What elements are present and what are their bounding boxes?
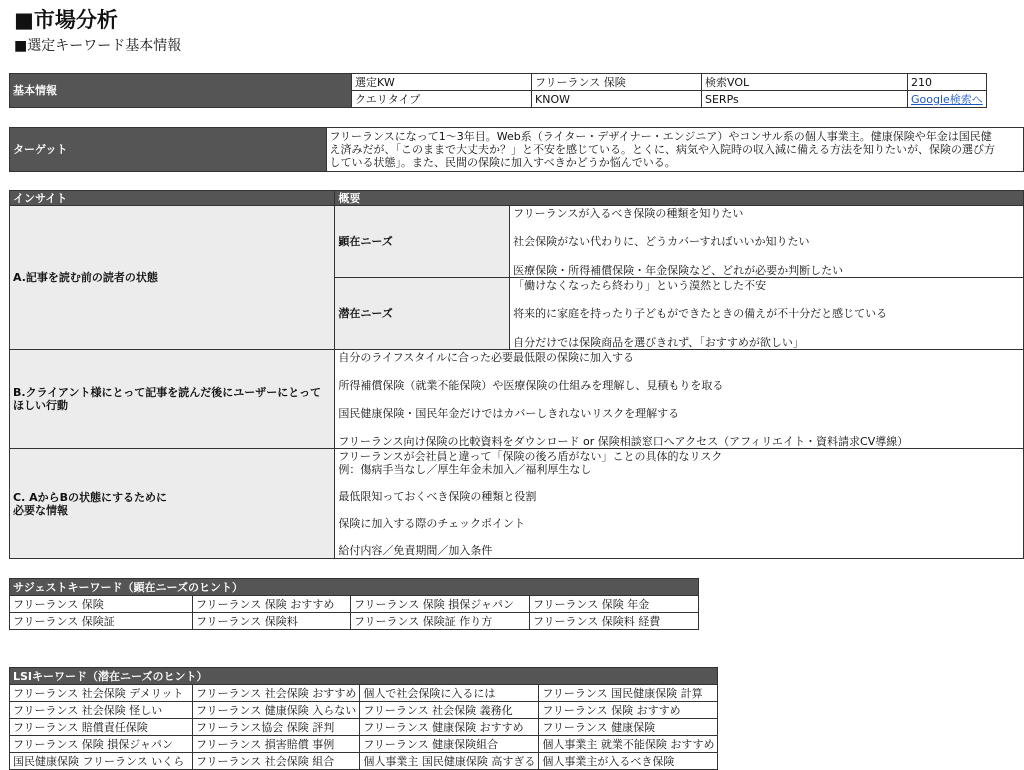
suggest-keyword: フリーランス 保険 [10,596,193,613]
overt-needs-list [510,206,1024,278]
kw-label: 選定KW [352,74,532,91]
latent-needs-list [510,278,1024,350]
overt-needs-label: 顕在ニーズ [335,206,510,278]
kw-value: フリーランス 保険 [532,74,702,91]
overt-need-item: 医療保険・所得補償保険・年金保険など、どれが必要か判断したい [513,263,844,277]
serps-label: SERPs [702,91,908,108]
table-row [10,736,718,753]
page-subtitle: ■選定キーワード基本情報 [14,38,182,54]
lsi-keywords-table [9,667,718,770]
table-row [10,613,699,630]
lsi-keyword: フリーランス協会 保険 評判 [193,719,360,736]
lsi-keyword: フリーランス 保険 おすすめ [539,702,718,719]
info-item-line: フリーランスが会社員と違って「保険の後ろ盾がない」ことの具体的なリスク [338,449,723,463]
section-c-content [335,449,1024,559]
target-line: え済みだが、「このままで大丈夫か？」と不安を感じている。とくに、病気や入院時の収入減に備える方法を知りたいが、保険の選び方 [329,143,995,156]
suggest-header: サジェストキーワード（顕在ニーズのヒント） [10,579,699,596]
table-row [10,596,699,613]
lsi-keyword: フリーランス 社会保険 おすすめ [193,685,360,702]
google-search-link[interactable]: Google検索へ [908,91,987,108]
insight-header: インサイト [10,191,335,206]
overt-need-item: 社会保険がない代わりに、どうカバーすればいいか知りたい [513,235,810,248]
section-c-label [10,449,335,559]
info-item: 給付内容／免責期間／加入条件 [338,544,493,558]
table-row [10,702,718,719]
lsi-keyword: フリーランス 健康保険組合 [360,736,539,753]
target-line: フリーランスになって1〜3年目。Web系（ライター・デザイナー・エンジニア）やコンサル系の個人事業主。健康保険や年金は国民健 [329,130,992,143]
lsi-keyword: フリーランス 損害賠償 事例 [193,736,360,753]
suggest-keyword: フリーランス 保険 おすすめ [193,596,351,613]
latent-need-item: 「働けなくなったら終わり」という漠然とした不安 [513,278,767,292]
suggest-keywords-table [9,578,699,630]
lsi-keyword: フリーランス 保険 損保ジャパン [10,736,193,753]
query-type-label: クエリタイプ [352,91,532,108]
latent-need-item: 自分だけでは保険商品を選びきれず、「おすすめが欲しい」 [513,335,804,349]
action-item: 国民健康保険・国民年金だけではカバーしきれないリスクを理解する [338,406,680,420]
suggest-keyword: フリーランス 保険 年金 [530,596,699,613]
suggest-keyword: フリーランス 保険料 経費 [530,613,699,630]
lsi-keyword: 国民健康保険 フリーランス いくら [10,753,193,770]
target-line: している状態」。また、民間の保険に加入すべきかどうか悩んでいる。 [329,156,676,169]
lsi-keyword: 個人事業主が入るべき保険 [539,753,718,770]
query-type-value: KNOW [532,91,702,108]
latent-need-item: 将来的に家庭を持ったり子どもができたときの備えが不十分だと感じている [513,307,888,320]
table-row [10,685,718,702]
lsi-keyword: フリーランス 国民健康保険 計算 [539,685,718,702]
suggest-keyword: フリーランス 保険 損保ジャパン [351,596,530,613]
suggest-keyword: フリーランス 保険証 [10,613,193,630]
lsi-header: LSIキーワード（潜在ニーズのヒント） [10,668,718,685]
section-a-label: A.記事を読む前の読者の状態 [10,206,335,350]
basic-info-header: 基本情報 [10,74,352,108]
vol-label: 検索VOL [702,74,908,91]
info-item-line: 例：傷病手当なし／厚生年金未加入／福利厚生なし [338,462,592,476]
target-header: ターゲット [10,128,327,172]
section-b-content [335,350,1024,449]
section-c-label-line: 必要な情報 [13,503,68,517]
action-item: 所得補償保険（就業不能保険）や医療保険の仕組みを理解し、見積もりを取る [338,378,724,392]
target-table [9,127,1024,172]
overt-need-item: フリーランスが入るべき保険の種類を知りたい [513,206,744,220]
lsi-keyword: フリーランス 健康保険 [539,719,718,736]
lsi-keyword: 個人事業主 国民健康保険 高すぎる [360,753,539,770]
lsi-keyword: フリーランス 社会保険 組合 [193,753,360,770]
table-row [10,719,718,736]
lsi-keyword: フリーランス 社会保険 義務化 [360,702,539,719]
summary-header: 概要 [335,191,1024,206]
lsi-keyword: 個人で社会保険に入るには [360,685,539,702]
info-item: 保険に加入する際のチェックポイント [338,517,525,531]
lsi-keyword: フリーランス 賠償責任保険 [10,719,193,736]
lsi-keyword: フリーランス 健康保険 入らない [193,702,360,719]
action-item: 自分のライフスタイルに合った必要最低限の保険に加入する [338,350,635,364]
target-description [326,128,1024,172]
suggest-keyword: フリーランス 保険証 作り方 [351,613,530,630]
insight-table [9,190,1024,559]
lsi-keyword: 個人事業主 就業不能保険 おすすめ [539,736,718,753]
page-title: ■市場分析 [14,8,118,32]
basic-info-table [9,73,987,108]
suggest-keyword: フリーランス 保険料 [193,613,351,630]
info-item [338,450,1020,476]
vol-value: 210 [908,74,987,91]
action-item: フリーランス向け保険の比較資料をダウンロード or 保険相談窓口へアクセス（アフィリエイト・資料請求CV導線） [338,434,909,448]
latent-needs-label: 潜在ニーズ [335,278,510,350]
info-item: 最低限知っておくべき保険の種類と役割 [338,489,537,503]
section-c-label-line: C. AからBの状態にするために [13,490,167,504]
lsi-keyword: フリーランス 社会保険 デメリット [10,685,193,702]
lsi-keyword: フリーランス 健康保険 おすすめ [360,719,539,736]
section-b-label: B.クライアント様にとって記事を読んだ後にユーザーにとってほしい行動 [10,350,335,449]
lsi-keyword: フリーランス 社会保険 怪しい [10,702,193,719]
